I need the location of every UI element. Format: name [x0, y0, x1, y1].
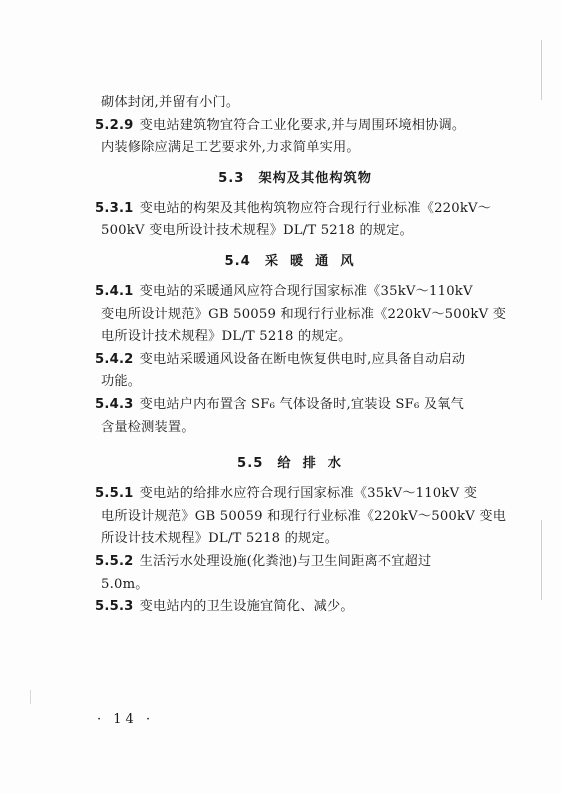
clause-number: 5.5.1	[95, 486, 134, 502]
clause-text: 变电站内的卫生设施宜简化、减少。	[139, 599, 354, 615]
clause-text: 含量检测装置。	[101, 419, 195, 435]
clause-text: 5.0m。	[101, 576, 149, 592]
clause-text: 砌体封闭,并留有小门。	[101, 95, 240, 110]
section-title: 架构及其他构筑物	[258, 170, 372, 186]
clause-text: 电所设计规范》GB 50059 和现行行业标准《220kV～500kV 变电	[101, 508, 507, 524]
text-line	[95, 326, 495, 349]
clause-text: 500kV 变电所设计技术规程》DL/T 5218 的规定。	[101, 223, 414, 239]
clause-text: 所设计技术规程》DL/T 5218 的规定。	[101, 531, 339, 547]
section-5-2-continuation	[95, 92, 495, 160]
clause-text: 变电站的构架及其他构筑物应符合现行行业标准《220kV～	[139, 200, 492, 216]
text-line	[95, 371, 495, 394]
text-line	[95, 596, 495, 619]
clause-text: 生活污水处理设施(化粪池)与卫生间距离不宜超过	[139, 553, 432, 569]
text-line	[95, 281, 495, 304]
section-5-4-body	[95, 281, 507, 439]
text-line	[95, 574, 495, 597]
section-title: 给排水	[277, 456, 353, 472]
section-heading-5-5	[95, 453, 495, 475]
scan-artifact	[541, 40, 542, 100]
section-heading-5-4	[95, 251, 495, 273]
clause-text: 变电站采暖通风设备在断电恢复供电时,应具备自动启动	[139, 351, 466, 367]
clause-number: 5.4.3	[95, 396, 134, 412]
section-title: 采暖通风	[264, 253, 366, 269]
text-line	[95, 528, 495, 551]
section-heading-5-3	[95, 168, 495, 190]
scan-artifact	[541, 520, 542, 600]
clause-text: 变电站建筑物宜符合工业化要求,并与周围环境相协调。	[139, 117, 466, 133]
clause-number: 5.5.2	[95, 553, 134, 569]
clause-number: 5.4.1	[95, 283, 134, 299]
text-line	[95, 394, 495, 417]
clause-text: 变电所设计规范》GB 50059 和现行行业标准《220kV～500kV 变	[101, 306, 507, 322]
text-line	[95, 115, 495, 138]
clause-number: 5.2.9	[95, 117, 134, 133]
section-number: 5.4	[224, 253, 251, 269]
section-5-3-body	[95, 198, 495, 243]
section-number: 5.3	[218, 170, 245, 186]
text-line	[95, 349, 495, 372]
clause-text: 变电站户内布置含 SF₆ 气体设备时,宜装设 SF₆ 及氧气	[139, 396, 465, 412]
text-line	[95, 92, 495, 115]
section-number: 5.5	[237, 456, 264, 472]
clause-text: 电所设计技术规程》DL/T 5218 的规定。	[101, 329, 352, 345]
text-line	[95, 483, 495, 506]
text-line	[95, 304, 507, 327]
text-line	[95, 220, 495, 243]
spacer	[95, 439, 495, 445]
section-5-5-body	[95, 483, 507, 619]
clause-number: 5.4.2	[95, 351, 134, 367]
page-number: · 14 ·	[97, 712, 155, 727]
clause-number: 5.3.1	[95, 200, 134, 216]
text-line	[95, 198, 495, 221]
scan-artifact	[30, 690, 31, 704]
text-line	[95, 551, 495, 574]
text-line	[95, 137, 495, 160]
clause-number: 5.5.3	[95, 599, 134, 615]
clause-text: 变电站的给排水应符合现行国家标准《35kV～110kV 变	[139, 486, 478, 502]
clause-text: 变电站的采暖通风应符合现行国家标准《35kV～110kV	[139, 283, 473, 299]
text-line	[95, 506, 507, 529]
document-body	[95, 92, 507, 619]
clause-text: 功能。	[101, 374, 142, 390]
text-line	[95, 417, 495, 440]
clause-text: 内装修除应满足工艺要求外,力求简单实用。	[101, 140, 360, 156]
